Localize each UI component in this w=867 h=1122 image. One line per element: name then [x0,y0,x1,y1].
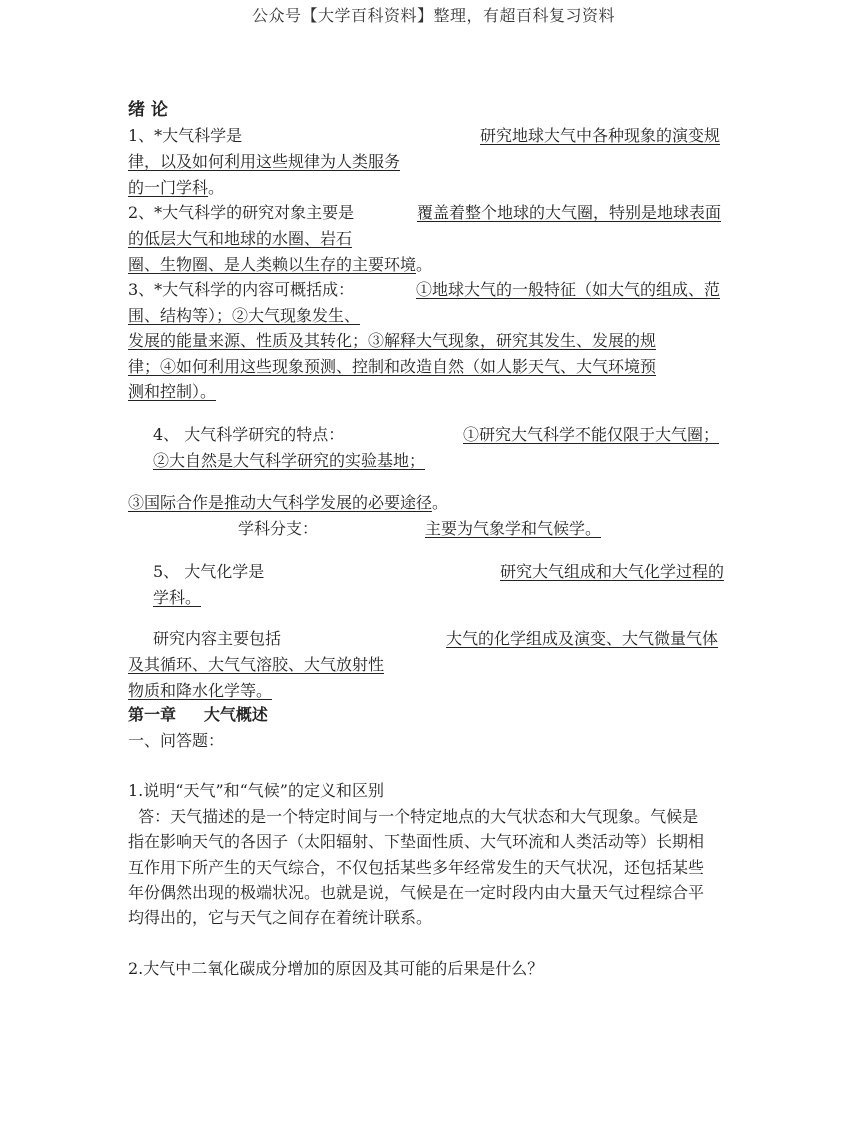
q4-answer-line-3 [128,493,448,513]
q2-answer-line-2: 的低层大气和地球的水圈、岩石 [128,229,353,248]
q2-answer-line-3-text: 圈、生物圈、是人类赖以生存的主要环境 [128,255,417,274]
q3-answer-line-1: ①地球大气的一般特征（如大气的组成、范 [416,280,721,299]
q5-content-line-1: 大气的化学组成及演变、大气微量气体 [446,629,719,648]
q3-answer-line-4: 律；④如何利用这些现象预测、控制和改造自然（如人影天气、大气环境预 [128,357,657,376]
q5-answer-line-1: 研究大气组成和大气化学过程的 [500,562,725,581]
answer-1-line-4: 年份偶然出现的极端状况。也就是说，气候是在一定时段内由大量天气过程综合平 [128,883,705,902]
q1-answer-line-3 [128,178,224,198]
q1-answer-line-2: 律，以及如何利用这些规律为人类服务 [128,152,401,171]
q4-prompt: 4、 大气科学研究的特点： [153,425,345,444]
answer-1-line-1: 答：天气描述的是一个特定时间与一个特定地点的大气状态和大气现象。气候是 [128,807,699,826]
chapter-title: 第一章 大气概述 [128,705,268,724]
q1-prompt: 1、*大气科学是 [128,126,243,145]
section-title-intro: 绪 论 [128,100,168,120]
answer-1-line-5: 均得出的，它与天气之间存在着统计联系。 [128,908,433,927]
q4-answer-line-3-text: ③国际合作是推动大气科学发展的必要途径 [128,493,433,512]
q2-end: 。 [416,255,433,274]
q3-prompt: 3、*大气科学的内容可概括成： [128,280,355,299]
q1-answer-line-1: 研究地球大气中各种现象的演变规 [480,126,721,145]
q5-content-line-3: 物质和降水化学等。 [128,681,273,700]
q3-answer-line-2: 围、结构等）；②大气现象发生、 [128,306,361,325]
q5-content-prompt: 研究内容主要包括 [153,629,282,648]
page-header: 公众号【大学百科资料】整理，有超百科复习资料 [251,6,615,25]
q5-answer-line-2: 学科。 [153,588,202,607]
section-heading: 一、问答题： [128,731,225,750]
question-1: 1.说明“天气”和“气候”的定义和区别 [128,781,384,800]
q4-end: 。 [432,493,449,512]
q4-answer-line-2: ②大自然是大气科学研究的实验基地； [153,451,426,470]
branch-answer: 主要为气象学和气候学。 [425,519,602,538]
question-2: 2.大气中二氧化碳成分增加的原因及其可能的后果是什么？ [128,959,544,978]
q5-content-line-2: 及其循环、大气气溶胶、大气放射性 [128,655,385,674]
q3-answer-line-5: 测和控制）。 [128,382,217,401]
q1-answer-line-3-text: 的一门学科 [128,178,209,197]
answer-1-line-3: 互作用下所产生的天气综合，不仅包括某些多年经常发生的天气状况，还包括某些 [128,858,705,877]
q1-end: 。 [208,178,225,197]
q2-prompt: 2、*大气科学的研究对象主要是 [128,203,355,222]
q3-answer-line-3: 发展的能量来源、性质及其转化；③解释大气现象，研究其发生、发展的规 [128,331,657,350]
answer-1-line-2: 指在影响天气的各因子（太阳辐射、下垫面性质、大气环流和人类活动等）长期相 [128,832,705,851]
q4-answer-line-1: ①研究大气科学不能仅限于大气圈； [463,425,720,444]
branch-label: 学科分支： [238,519,319,538]
q2-answer-line-3 [128,255,432,275]
q5-prompt: 5、 大气化学是 [153,562,265,581]
q2-answer-line-1: 覆盖着整个地球的大气圈，特别是地球表面 [417,203,722,222]
